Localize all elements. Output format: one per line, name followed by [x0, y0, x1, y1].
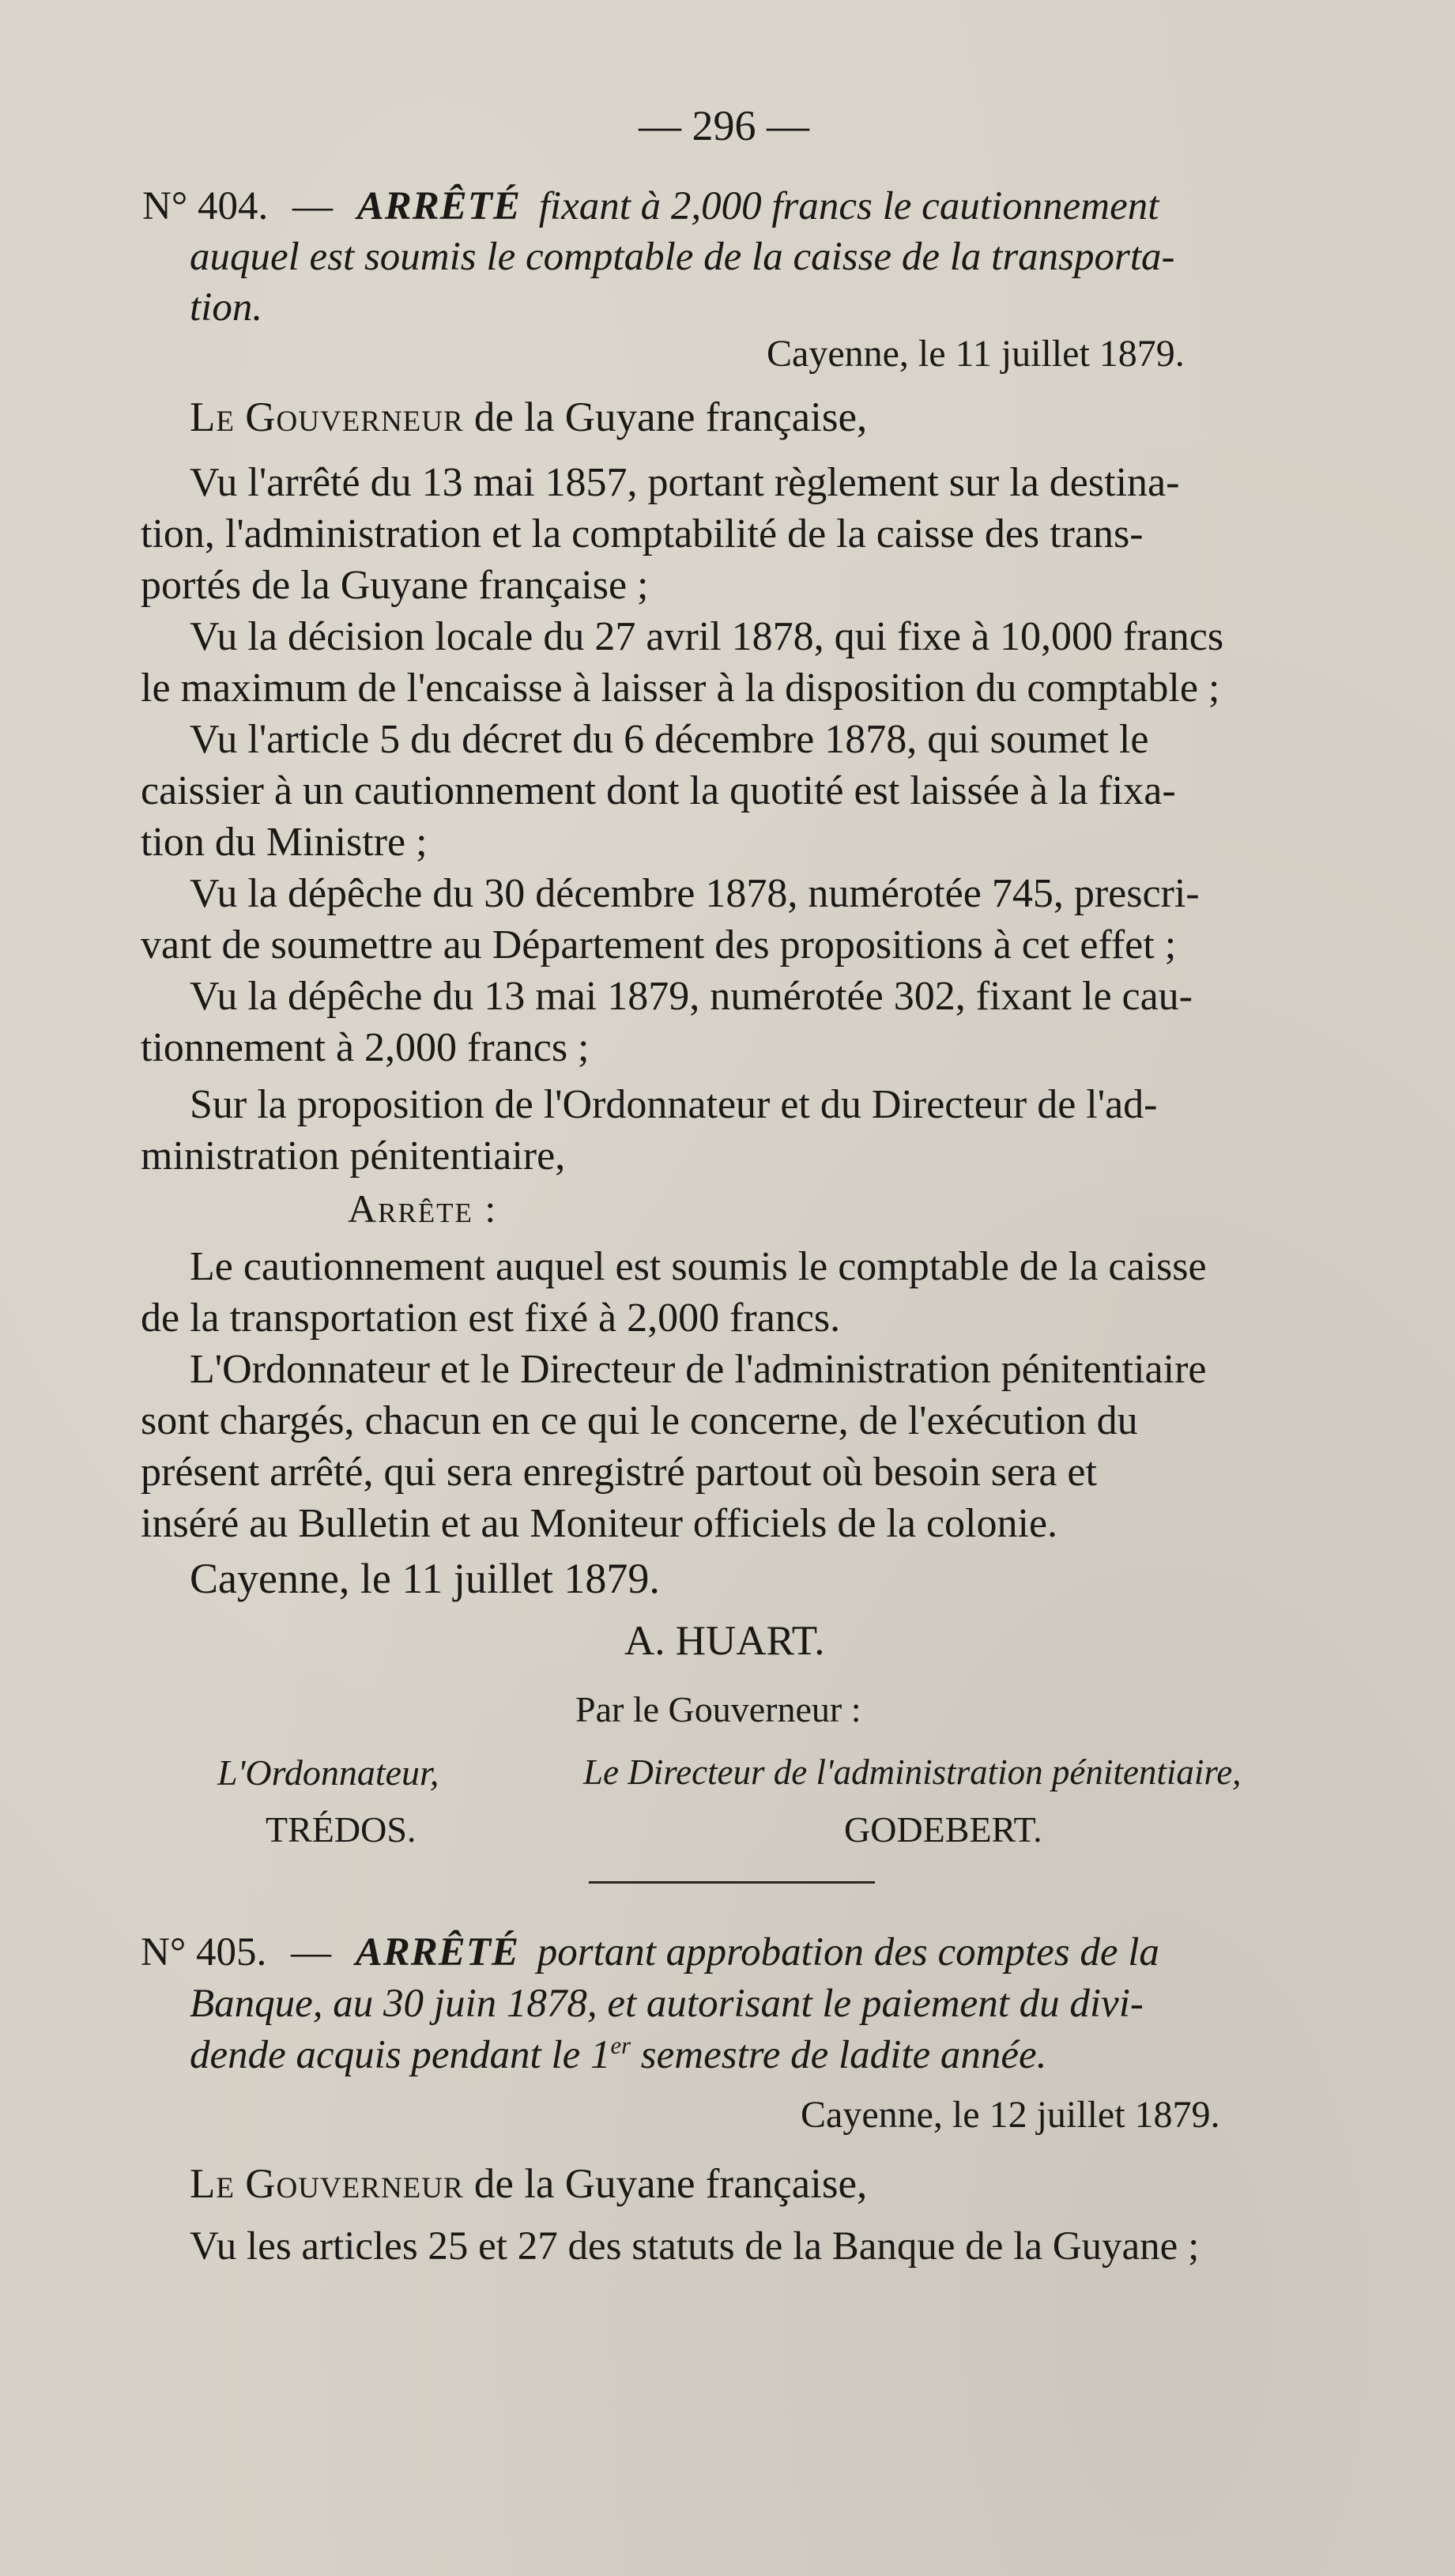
arrete-405-body-line: Vu les articles 25 et 27 des statuts de la Banque de la Guyane ; — [190, 2224, 1200, 2269]
arrete-404-title-line-1 — [142, 184, 1159, 228]
governor-title: Gouverneur — [245, 2161, 464, 2207]
arrete-405-title-word: ARRÊTÉ — [355, 1930, 519, 1974]
arrete-405-governor-line — [190, 2163, 867, 2205]
arrete-404-title-line-2: auquel est soumis le comptable de la caisse de la transporta- — [190, 235, 1175, 279]
arrete-404-title-word: ARRÊTÉ — [356, 184, 521, 228]
arrete-404-dash: — — [292, 184, 333, 228]
arrete-404-decision-line: L'Ordonnateur et le Directeur de l'administration pénitentiaire — [190, 1347, 1207, 1392]
arrete-404-body-line: le maximum de l'encaisse à laisser à la disposition du comptable ; — [141, 666, 1220, 711]
arrete-405-place-date: Cayenne, le 12 juillet 1879. — [801, 2094, 1220, 2136]
arrete-404-body-line: tion du Ministre ; — [141, 820, 428, 865]
right-signatory-name: GODEBERT. — [844, 1809, 1042, 1850]
governor-title: Gouverneur — [245, 394, 464, 440]
arrete-404-heading: Arrête : — [348, 1186, 498, 1231]
arrete-405-title-line-3a: dende acquis pendant le 1 — [190, 2033, 611, 2077]
arrete-404-body-line: Vu la décision locale du 27 avril 1878, qui fixe à 10,000 francs — [190, 614, 1224, 659]
arrete-404-number: N° 404. — [142, 184, 269, 228]
arrete-404-title-rest: fixant à 2,000 francs le cautionnement — [538, 184, 1159, 228]
arrete-404-body-line: tion, l'administration et la comptabilité de la caisse des trans- — [141, 511, 1144, 556]
arrete-405-title-line-1 — [141, 1930, 1159, 1974]
arrete-404-body-line: ministration pénitentiaire, — [141, 1133, 566, 1179]
arrete-404-body-line: Vu l'article 5 du décret du 6 décembre 1878, qui soumet le — [190, 717, 1149, 762]
arrete-404-body-line: Sur la proposition de l'Ordonnateur et du Directeur de l'ad- — [190, 1082, 1158, 1127]
arrete-404-decision-line: Le cautionnement auquel est soumis le comptable de la caisse — [190, 1244, 1207, 1289]
arrete-404-closing-date: Cayenne, le 11 juillet 1879. — [190, 1555, 660, 1602]
governor-rest: de la Guyane française, — [473, 394, 868, 440]
arrete-404-title-line-3: tion. — [190, 285, 263, 330]
page-number: — 296 — — [639, 102, 809, 149]
arrete-404-body-line: vant de soumettre au Département des propositions à cet effet ; — [141, 922, 1177, 967]
governor-le: Le — [190, 394, 235, 440]
arrete-404-body-line: tionnement à 2,000 francs ; — [141, 1025, 590, 1070]
arrete-404-governor-line — [190, 394, 868, 440]
arrete-404-decision-line: sont chargés, chacun en ce qui le concerne, de l'exécution du — [141, 1398, 1138, 1443]
arrete-404-body-line: Vu la dépêche du 30 décembre 1878, numérotée 745, prescri- — [190, 871, 1200, 916]
governor-rest: de la Guyane française, — [473, 2161, 868, 2207]
arrete-404-signature: A. HUART. — [624, 1618, 825, 1664]
arrete-405-number: N° 405. — [141, 1930, 267, 1974]
arrete-405-title-rest: portant approbation des comptes de la — [537, 1930, 1159, 1974]
arrete-405-title-sup: er — [610, 2032, 631, 2059]
arrete-404-body-line: portés de la Guyane française ; — [141, 563, 649, 608]
arrete-404-decision-line: inséré au Bulletin et au Moniteur officiels de la colonie. — [141, 1501, 1058, 1546]
governor-le: Le — [190, 2161, 235, 2207]
arrete-404-body-line: Vu l'arrêté du 13 mai 1857, portant règlement sur la destina- — [190, 460, 1180, 505]
section-divider — [589, 1881, 875, 1884]
arrete-404-body-line: Vu la dépêche du 13 mai 1879, numérotée 302, fixant le cau- — [190, 974, 1193, 1019]
arrete-405-title-line-2: Banque, au 30 juin 1878, et autorisant le paiement du divi- — [190, 1982, 1144, 2026]
right-role: Le Directeur de l'administration pénitentiaire, — [583, 1752, 1242, 1792]
arrete-404-body-line: caissier à un cautionnement dont la quotité est laissée à la fixa- — [141, 768, 1176, 813]
arrete-405-title-line-3b: semestre de ladite année. — [631, 2033, 1047, 2077]
par-le-gouverneur: Par le Gouverneur : — [575, 1689, 861, 1729]
arrete-404-decision-line: présent arrêté, qui sera enregistré partout où besoin sera et — [141, 1450, 1097, 1495]
arrete-405-dash: — — [290, 1930, 331, 1974]
left-role: L'Ordonnateur, — [217, 1752, 439, 1793]
left-signatory-name: TRÉDOS. — [266, 1809, 417, 1850]
arrete-404-place-date: Cayenne, le 11 juillet 1879. — [767, 333, 1185, 375]
arrete-405-title-line-3 — [190, 2032, 1047, 2077]
arrete-404-decision-line: de la transportation est fixé à 2,000 francs. — [141, 1296, 841, 1341]
